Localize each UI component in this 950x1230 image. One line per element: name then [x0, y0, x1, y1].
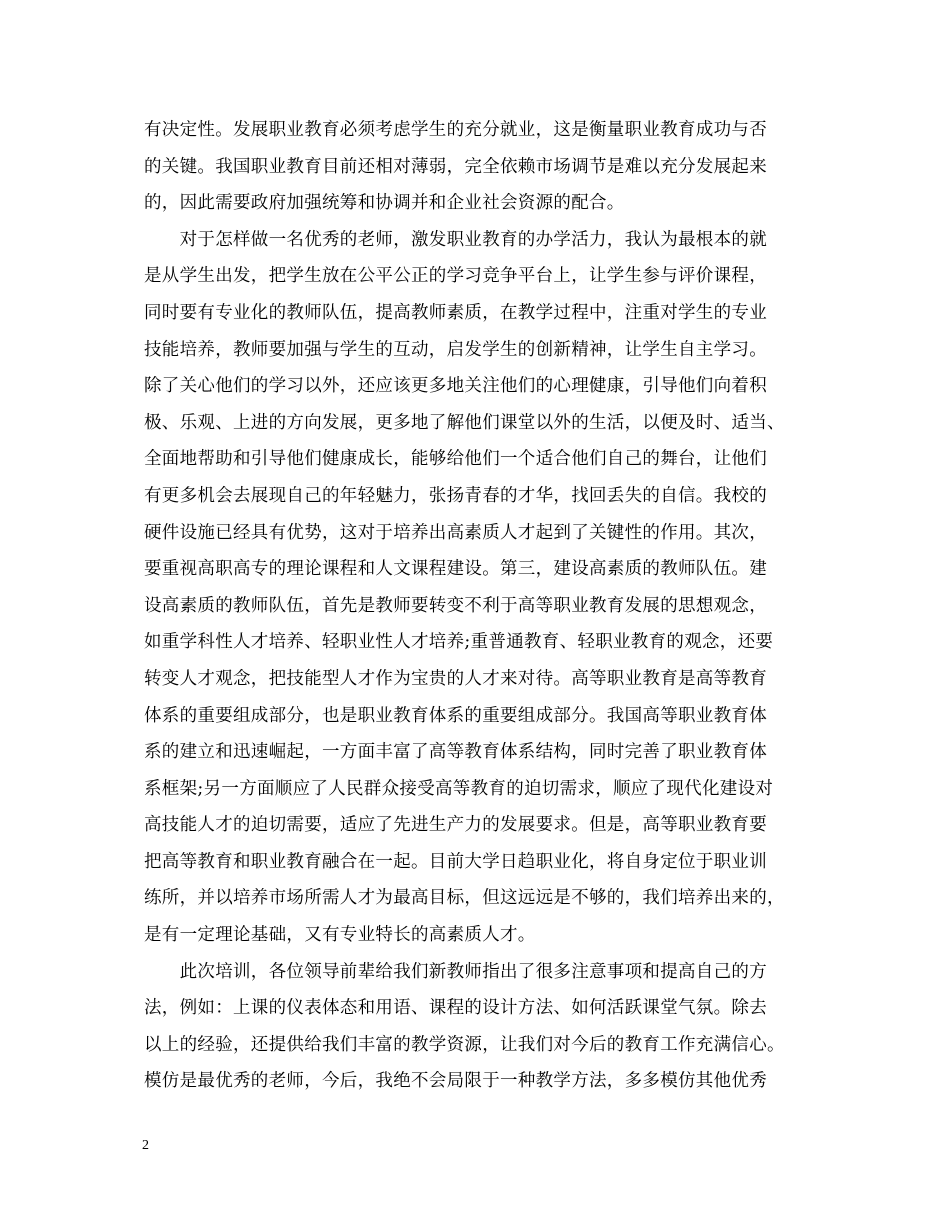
text-line: 练所，并以培养市场所需人才为最高目标，但这远远是不够的，我们培养出来的， [144, 888, 785, 909]
text-line: 系的建立和迅速崛起，一方面丰富了高等教育体系结构，同时完善了职业教育体 [144, 742, 767, 763]
text-line: 此次培训，各位领导前辈给我们新教师指出了很多注意事项和提高自己的方 [144, 961, 767, 982]
text-line: 以上的经验，还提供给我们丰富的教学资源，让我们对今后的教育工作充满信心。 [144, 1034, 785, 1055]
text-line: 要重视高职高专的理论课程和人文课程建设。第三，建设高素质的教师队伍。建 [144, 559, 767, 580]
text-line: 全面地帮助和引导他们健康成长，能够给他们一个适合他们自己的舞台，让他们 [144, 449, 767, 470]
text-line: 有决定性。发展职业教育必须考虑学生的充分就业，这是衡量职业教育成功与否 [144, 120, 767, 140]
text-line: 法，例如：上课的仪表体态和用语、课程的设计方法、如何活跃课堂气氛。除去 [144, 998, 767, 1019]
text-line: 系框架;另一方面顺应了人民群众接受高等教育的迫切需求，顺应了现代化建设对 [144, 778, 774, 799]
text-line: 的关键。我国职业教育目前还相对薄弱，完全依赖市场调节是难以充分发展起来 [144, 156, 767, 177]
text-line: 模仿是最优秀的老师，今后，我绝不会局限于一种教学方法，多多模仿其他优秀 [144, 1071, 767, 1092]
text-line: 设高素质的教师队伍，首先是教师要转变不利于高等职业教育发展的思想观念， [144, 595, 767, 616]
text-line: 同时要有专业化的教师队伍，提高教师素质，在教学过程中，注重对学生的专业 [144, 302, 767, 323]
text-line: 是有一定理论基础，又有专业特长的高素质人才。 [144, 925, 536, 946]
body-text [144, 112, 844, 1100]
text-line: 是从学生出发，把学生放在公平公正的学习竞争平台上，让学生参与评价课程， [144, 266, 767, 287]
text-line: 硬件设施已经具有优势，这对于培养出高素质人才起到了关键性的作用。其次， [144, 522, 767, 543]
text-line: 如重学科性人才培养、轻职业性人才培养;重普通教育、轻职业教育的观念，还要 [144, 632, 774, 653]
text-line: 体系的重要组成部分，也是职业教育体系的重要组成部分。我国高等职业教育体 [144, 705, 767, 726]
text-line: 把高等教育和职业教育融合在一起。目前大学日趋职业化，将自身定位于职业训 [144, 851, 767, 872]
text-line: 极、乐观、上进的方向发展，更多地了解他们课堂以外的生活，以便及时、适当、 [144, 412, 785, 433]
text-line: 技能培养，教师要加强与学生的互动，启发学生的创新精神，让学生自主学习。 [144, 339, 767, 360]
text-line: 对于怎样做一名优秀的老师，激发职业教育的办学活力，我认为最根本的就 [144, 229, 767, 250]
text-line: 高技能人才的迫切需要，适应了先进生产力的发展要求。但是，高等职业教育要 [144, 815, 767, 836]
text-line: 的，因此需要政府加强统筹和协调并和企业社会资源的配合。 [144, 193, 625, 214]
text-line: 转变人才观念，把技能型人才作为宝贵的人才来对待。高等职业教育是高等教育 [144, 668, 767, 689]
page-number: 2 [142, 1138, 149, 1153]
text-line: 有更多机会去展现自己的年轻魅力，张扬青春的才华，找回丢失的自信。我校的 [144, 485, 767, 506]
text-line: 除了关心他们的学习以外，还应该更多地关注他们的心理健康，引导他们向着积 [144, 376, 767, 397]
